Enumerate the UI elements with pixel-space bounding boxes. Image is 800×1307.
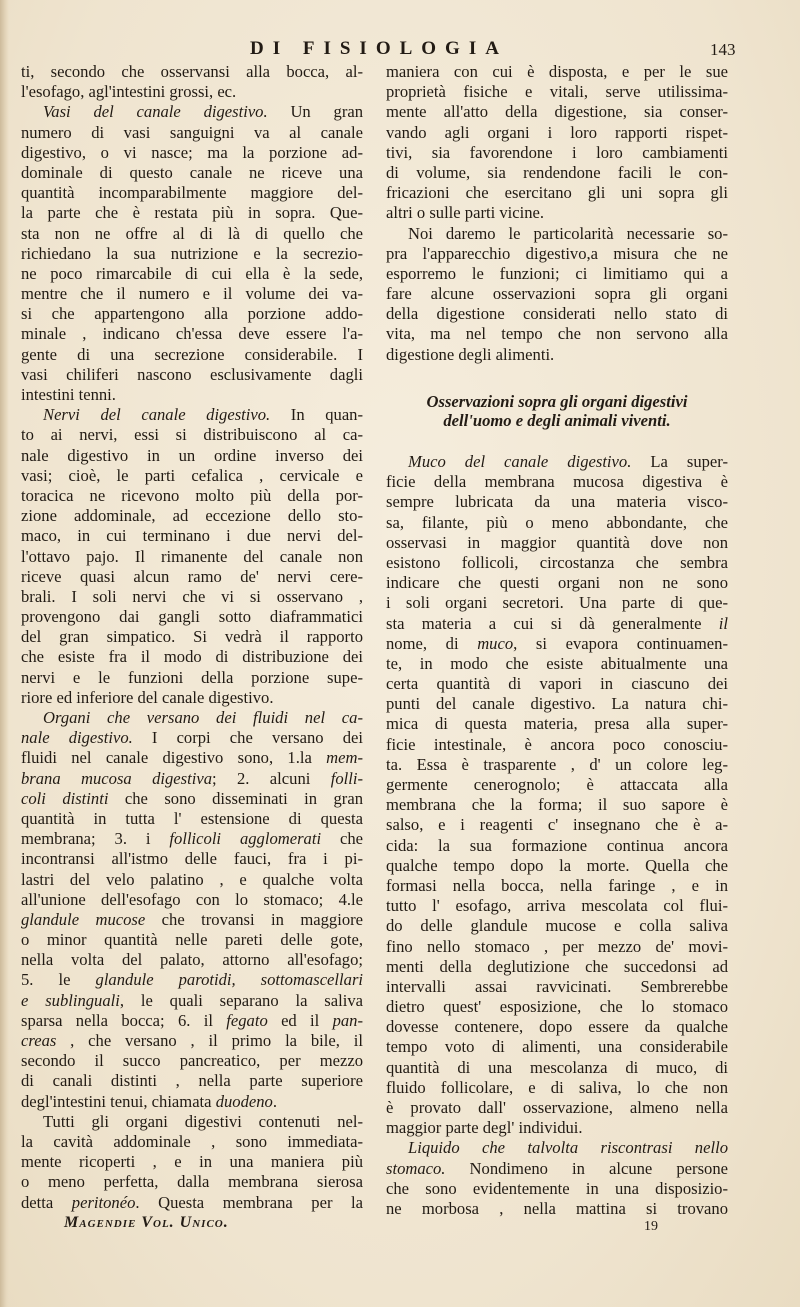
text-line	[386, 143, 728, 163]
text-run: ne poco rimarcabile di cui ella è la sede,	[21, 263, 363, 283]
text-run: . Questa membrana per la	[135, 1192, 363, 1212]
text-run: che sono evidentemente in una disposizio-	[386, 1178, 728, 1198]
text-line	[21, 345, 363, 365]
text-line	[21, 1172, 363, 1192]
text-run: sta non ne offre al di là di quello che	[21, 223, 363, 243]
text-line	[386, 1179, 728, 1199]
text-run: i soli organi secretori. Una parte di que-	[386, 593, 728, 613]
text-line	[21, 446, 363, 466]
italic-run: folli-	[330, 768, 363, 788]
text-run: riore ed inferiore del canale digestivo.	[21, 687, 274, 707]
text-run: Tutti gli organi digestivi contenuti nel-	[43, 1111, 363, 1131]
text-line	[386, 553, 728, 573]
text-line	[386, 876, 728, 896]
text-line	[386, 452, 728, 472]
text-run: intestini tenni.	[21, 385, 116, 404]
text-line	[21, 1011, 363, 1031]
text-line	[21, 668, 363, 688]
text-run: ti, secondo che osservansi alla bocca, al-	[21, 62, 363, 81]
text-run: vando agli organi i loro rapporti rispet-	[386, 122, 728, 142]
text-run: fluidi nel canale digestivo sono, 1.la	[21, 748, 327, 768]
text-run: digestivo, o vi nasce; ma la porzione ad-	[21, 142, 363, 162]
text-line	[386, 836, 728, 856]
text-run: I corpi che versano dei	[132, 728, 363, 748]
text-line	[386, 324, 728, 344]
paragraph	[386, 452, 728, 1138]
text-line	[386, 224, 728, 244]
text-run: quantità incomparabilmente maggiore del-	[21, 183, 363, 203]
text-run: che trovansi in maggiore	[145, 909, 364, 929]
text-line	[386, 304, 728, 324]
text-run: nale digestivo in un ordine inverso dei	[21, 445, 363, 465]
text-run: mente all'atto della digestione, sia conser-	[386, 102, 728, 122]
text-line	[21, 82, 363, 102]
text-line	[21, 425, 363, 445]
text-run: sempre lubricata da una materia visco-	[386, 492, 728, 512]
running-title: DI FISIOLOGIA	[250, 38, 508, 59]
text-run: è provato dall' osservazione, almeno nella	[386, 1098, 728, 1117]
text-run: del gran simpatico. Si vedrà il rapporto	[21, 627, 363, 647]
text-line	[386, 492, 728, 512]
text-line	[21, 708, 363, 728]
text-line	[386, 1037, 728, 1057]
text-run: o meno perfetta, dalla membrana sierosa	[21, 1172, 363, 1192]
text-run: fricazioni che esercitano gli uni sopra gli	[386, 183, 728, 203]
text-line	[21, 829, 363, 849]
text-run: quantità in tutta l' estensione di questa	[21, 808, 363, 828]
text-line	[21, 627, 363, 647]
italic-run: stomaco.	[386, 1158, 446, 1178]
text-line	[21, 405, 363, 425]
text-run: lastri del velo palatino , e qualche volta	[21, 869, 363, 889]
text-line	[21, 728, 363, 748]
text-line	[386, 815, 728, 835]
text-run: nome, di	[386, 633, 478, 653]
text-run: che sono disseminati in gran	[108, 788, 363, 808]
text-run: secondo il succo pancreatico, per mezzo	[21, 1051, 363, 1071]
text-run: , che versano , il primo la bile, il	[56, 1031, 363, 1050]
text-run: qualche tempo dopo la morte. Quella che	[386, 855, 728, 875]
text-line	[386, 593, 728, 613]
text-line	[21, 1031, 363, 1051]
text-run: punti del canale digestivo. La natura chi-	[386, 694, 728, 714]
text-line	[21, 506, 363, 526]
text-line	[386, 775, 728, 795]
paragraph	[386, 224, 728, 365]
text-run: In quan-	[270, 405, 364, 425]
text-line	[21, 1092, 363, 1112]
text-line	[21, 870, 363, 890]
text-line	[386, 634, 728, 654]
text-run: digestione degli alimenti.	[386, 344, 555, 364]
text-run: te, in modo che esiste abitualmente una	[386, 653, 728, 673]
text-run: cida: la sua formazione continua ancora	[386, 835, 728, 855]
text-run: ficie della membrana mucosa digestiva è	[386, 472, 728, 492]
text-line	[386, 284, 728, 304]
text-run: pra l'apparecchio digestivo,a misura che ne	[386, 243, 728, 263]
text-run: all'unione dell'esofago con lo stomaco; 4.le	[21, 889, 363, 909]
text-line	[386, 1058, 728, 1078]
text-line	[386, 1078, 728, 1098]
text-run: membrana che la forma; il suo sapore è	[386, 795, 728, 815]
text-line	[386, 694, 728, 714]
text-line	[21, 324, 363, 344]
text-line	[21, 849, 363, 869]
text-line	[386, 183, 728, 203]
text-line	[21, 304, 363, 324]
italic-run: Vasi del canale digestivo.	[43, 102, 268, 122]
page-number: 143	[710, 40, 736, 59]
italic-run: follicoli agglomerati	[169, 829, 322, 849]
text-run: di volume, sia rendendone facili le con-	[386, 162, 728, 182]
italic-run: glandule parotidi, sottomascellari	[95, 970, 364, 990]
text-run: indicare che questi organi non ne sono	[386, 573, 728, 593]
text-line	[386, 1118, 728, 1138]
text-run: ficie intestinale, è ancora poco conosciu-	[386, 734, 728, 754]
text-line	[386, 102, 728, 122]
text-run: ed il	[267, 1010, 333, 1030]
text-run: la cavità addominale , sono immediata-	[21, 1131, 363, 1151]
text-run: si che appartengono alla porzione addo-	[21, 304, 363, 324]
italic-run: duodeno	[215, 1091, 273, 1111]
text-run: ne morbosa , nella mattina si trovano	[386, 1198, 728, 1218]
text-line	[386, 1199, 728, 1219]
text-run: vasi chiliferi nascono esclusivamente dagli	[21, 364, 363, 384]
text-run: .	[272, 1091, 277, 1111]
text-run: Noi daremo le particolarità necessarie so-	[408, 223, 728, 243]
printer-signature: Magendie Vol. Unico.	[64, 1214, 229, 1231]
text-line	[21, 950, 363, 970]
text-line	[21, 62, 363, 82]
text-line	[386, 472, 728, 492]
italic-run: creas	[21, 1031, 57, 1050]
italic-run: glandule mucose	[21, 909, 146, 929]
text-run: esporremo le funzioni; ci limitiamo qui a	[386, 263, 728, 283]
text-line	[21, 769, 363, 789]
left-column-text	[21, 62, 363, 1213]
italic-run: il	[718, 613, 728, 633]
text-line	[21, 385, 363, 405]
text-line	[21, 284, 363, 304]
text-line	[386, 654, 728, 674]
text-line	[21, 203, 363, 223]
text-run: fare alcune osservazioni sopra gli organi	[386, 284, 728, 304]
text-line	[21, 183, 363, 203]
text-run: osservasi in maggior quantità dove non	[386, 532, 728, 552]
italic-run: Liquido che talvolta riscontrasi nello	[408, 1138, 728, 1158]
text-run: degl'intestini tenui, chiamata	[21, 1091, 216, 1111]
text-line	[21, 748, 363, 768]
text-run: maniera con cui è disposta, e per le sue	[386, 62, 728, 81]
text-line	[21, 970, 363, 990]
text-line	[21, 688, 363, 708]
right-column-intro-text	[386, 62, 728, 365]
italic-run: coli distinti	[21, 788, 109, 808]
text-run: vasi; cioè, le parti cefalica , cervicale e	[21, 465, 363, 485]
text-line	[386, 795, 728, 815]
text-line	[386, 345, 728, 365]
text-run: nella volta del palato, attorno all'esofago;	[21, 950, 363, 970]
text-run: zione addominale, ad eccezione dello sto-	[21, 506, 363, 526]
text-line	[386, 123, 728, 143]
text-run: ; 2. alcuni	[212, 768, 331, 788]
text-line	[21, 224, 363, 244]
text-line	[386, 957, 728, 977]
text-line	[386, 896, 728, 916]
text-line	[386, 755, 728, 775]
text-run: che	[321, 829, 364, 849]
text-run: tutto l' esofago, arriva mescolata col flui-	[386, 896, 728, 916]
text-line	[21, 1132, 363, 1152]
text-run: sa, filante, più o meno abbondante, che	[386, 512, 728, 532]
text-line	[21, 486, 363, 506]
text-line	[21, 809, 363, 829]
text-run: l'esofago, agl'intestini grossi, ec.	[21, 82, 237, 102]
text-run: l'ottavo pajo. Il rimanente del canale non	[21, 546, 363, 566]
text-line	[386, 1159, 728, 1179]
text-line	[21, 1112, 363, 1132]
text-line	[386, 735, 728, 755]
text-line	[21, 466, 363, 486]
text-run: salso, e i reagenti c' insegnano che è a-	[386, 815, 728, 835]
paragraph	[386, 1138, 728, 1219]
page-gutter-shadow	[0, 0, 9, 1307]
section-heading	[382, 392, 732, 430]
text-run: minale , indicano ch'essa deve essere l'a-	[21, 324, 363, 344]
text-run: della digestione considerati nello stato di	[386, 304, 728, 324]
text-line	[386, 573, 728, 593]
text-run: vita, ma nel tempo che non servono alla	[386, 324, 728, 344]
paragraph	[21, 405, 363, 708]
text-run: riceve quasi alcun ramo de' nervi cere-	[21, 566, 363, 586]
text-line	[21, 1071, 363, 1091]
italic-run: muco	[477, 633, 514, 653]
text-run: intervalli assai ravvicinati. Sembrerebbe	[386, 976, 728, 996]
text-line	[386, 714, 728, 734]
text-line	[21, 890, 363, 910]
text-line	[386, 513, 728, 533]
italic-run: peritonéo	[71, 1192, 136, 1212]
text-line	[21, 143, 363, 163]
text-run: altri o sulle parti vicine.	[386, 203, 545, 223]
text-line	[386, 203, 728, 223]
text-line	[21, 1152, 363, 1172]
text-run: tempo voto di alimenti, una considerabile	[386, 1037, 728, 1057]
text-run: Un gran	[267, 102, 364, 122]
section-heading-line: Osservazioni sopra gli organi digestivi	[426, 392, 688, 411]
text-run: sparsa nella bocca; 6. il	[21, 1010, 227, 1030]
text-run: ta. Essa è trasparente , d' un colore leg-	[386, 754, 728, 774]
text-run: maco, in cui terminano i due nervi del-	[21, 526, 363, 546]
text-run: fino nello stomaco , per mezzo de' movi-	[386, 936, 728, 956]
text-run: detta	[21, 1192, 72, 1212]
text-run: mentre che il numero e il volume dei va-	[21, 284, 363, 304]
text-run: 5. le	[21, 970, 96, 990]
text-run: menti della deglutizione che succedonsi ad	[386, 956, 728, 976]
text-run: sta materia a cui si dà generalmente	[386, 613, 719, 633]
text-line	[21, 264, 363, 284]
text-line	[386, 674, 728, 694]
text-line	[21, 930, 363, 950]
text-run: fluido follicolare, e di saliva, lo che non	[386, 1077, 728, 1097]
text-run: provengono dai gangli sotto diaframmatici	[21, 607, 363, 627]
text-run: la parte che è restata più in sopra. Que-	[21, 203, 363, 223]
text-line	[21, 587, 363, 607]
text-run: Nondimeno in alcune persone	[445, 1158, 728, 1178]
text-run: do delle glandule mucose e colla saliva	[386, 916, 728, 936]
paragraph	[21, 62, 363, 102]
text-run: di canali distinti , nella parte superiore	[21, 1071, 363, 1091]
text-run: formasi nella bocca, nella faringe , e in	[386, 875, 728, 895]
paragraph	[386, 62, 728, 224]
paragraph	[21, 102, 363, 405]
text-run: dominale di questo canale ne riceve una	[21, 162, 363, 182]
text-line	[21, 567, 363, 587]
text-line	[386, 856, 728, 876]
text-run: numero di vasi sanguigni va al canale	[21, 122, 363, 142]
text-run: dovesse contenere, dopo essere da qualche	[386, 1017, 728, 1037]
section-heading-line: dell'uomo e degli animali viventi.	[443, 411, 671, 430]
italic-run: fegato	[226, 1010, 268, 1030]
text-line	[386, 977, 728, 997]
text-line	[21, 123, 363, 143]
text-line	[386, 997, 728, 1017]
text-run: brali. I soli nervi che vi si osservano ,	[21, 586, 363, 606]
text-line	[21, 789, 363, 809]
italic-run: pan-	[332, 1010, 363, 1030]
text-line	[386, 937, 728, 957]
text-run: dietro quest' esposizione, che lo stomaco	[386, 997, 728, 1017]
text-run: o minor quantità nelle pareti delle gote,	[21, 930, 363, 950]
text-run: che esiste fra il modo di distribuzione dei	[21, 647, 363, 667]
text-run: proprietà fisiche e vitali, serve utilissima-	[386, 82, 728, 102]
text-run: esistono follicoli, circostanza che sembra	[386, 552, 728, 572]
text-line	[21, 163, 363, 183]
text-line	[386, 82, 728, 102]
italic-run: brana mucosa digestiva	[21, 768, 212, 788]
text-line	[386, 1017, 728, 1037]
text-line	[386, 264, 728, 284]
signature-number: 19	[644, 1219, 658, 1234]
text-run: tivi, sia favorendone i loro cambiamenti	[386, 142, 728, 162]
text-line	[386, 533, 728, 553]
text-line	[21, 526, 363, 546]
italic-run: e sublinguali	[21, 990, 120, 1010]
text-run: maggior parte degl' individui.	[386, 1118, 583, 1138]
text-line	[21, 991, 363, 1011]
text-line	[21, 102, 363, 122]
text-run: richiedano la sua nutrizione e la secrezio-	[21, 243, 363, 263]
text-line	[21, 244, 363, 264]
text-line	[21, 547, 363, 567]
paragraph	[21, 708, 363, 1112]
text-run: nervi e le funzioni della porzione supe-	[21, 667, 363, 687]
paragraph	[21, 1112, 363, 1213]
italic-run: Organi che versano dei fluidi nel ca-	[43, 708, 363, 727]
text-run: quantità di una mescolanza di muco, di	[386, 1057, 728, 1077]
italic-run: Nervi del canale digestivo.	[43, 405, 271, 425]
text-line	[386, 1098, 728, 1118]
text-line	[386, 244, 728, 264]
text-run: gente di una secrezione considerabile. I	[21, 344, 363, 364]
text-line	[21, 647, 363, 667]
text-run: membrana; 3. i	[21, 829, 170, 849]
right-column-body-text	[386, 452, 728, 1219]
italic-run: mem-	[326, 748, 363, 768]
italic-run: nale digestivo.	[21, 728, 133, 748]
text-run: , si evapora continuamen-	[513, 633, 728, 653]
text-run: mente ricoperti , e in una maniera più	[21, 1152, 363, 1172]
text-line	[386, 163, 728, 183]
text-line	[386, 62, 728, 82]
text-run: mica di questa materia, presa alla super-	[386, 714, 728, 734]
text-run: La super-	[631, 452, 728, 471]
text-run: incontransi all'istmo delle fauci, fra i pi-	[21, 849, 363, 869]
text-line	[21, 1193, 363, 1213]
text-line	[21, 365, 363, 385]
italic-run: Muco del canale digestivo.	[408, 452, 632, 471]
text-line	[386, 614, 728, 634]
text-run: toracica ne ricevono molto più della por-	[21, 485, 363, 505]
text-line	[386, 1138, 728, 1158]
text-line	[386, 916, 728, 936]
text-line	[21, 1051, 363, 1071]
text-line	[21, 607, 363, 627]
text-line	[21, 910, 363, 930]
text-run: , le quali separano la saliva	[119, 990, 363, 1010]
text-run: germente cenerognolo; è attaccata alla	[386, 775, 728, 794]
text-run: to ai nervi, essi si distribuiscono al ca-	[21, 425, 363, 445]
text-run: certa quantità di vapori in ciascuno dei	[386, 674, 728, 694]
